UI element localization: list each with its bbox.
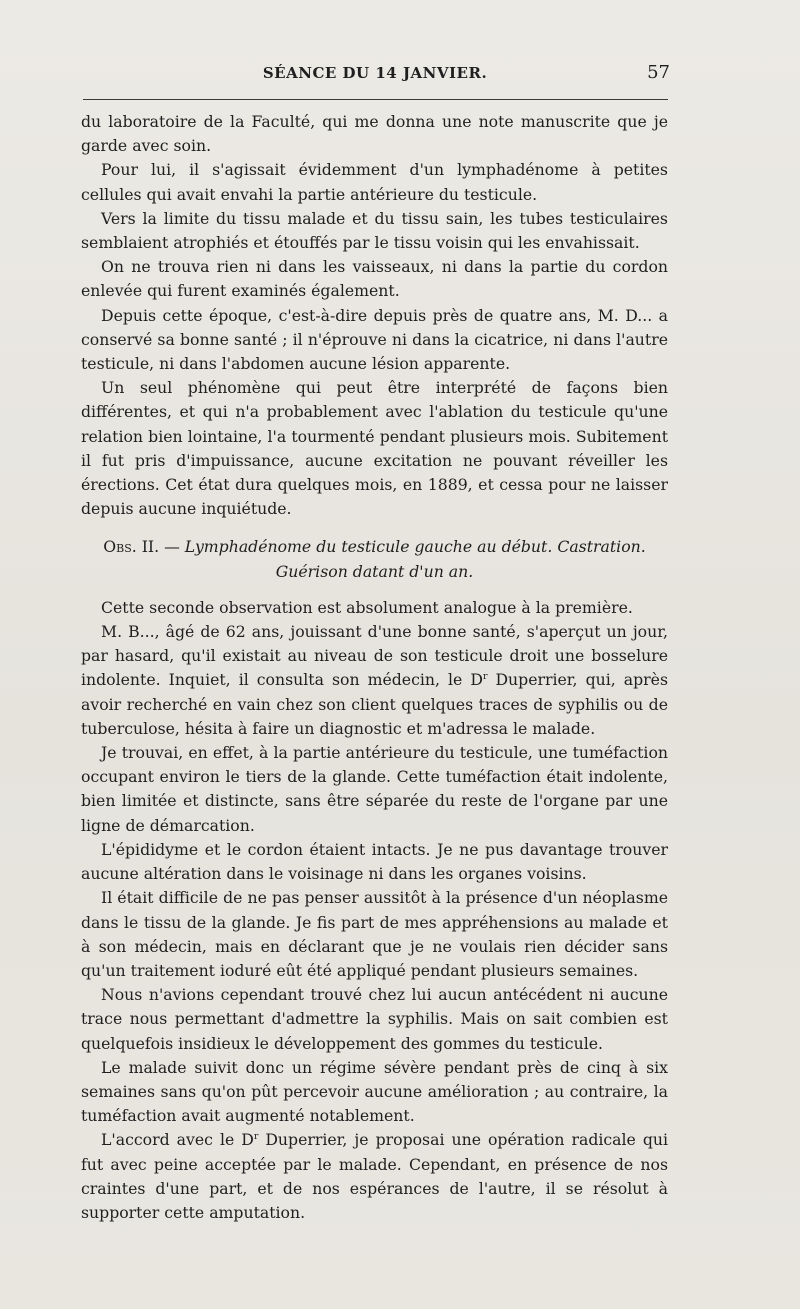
paragraph: Vers la limite du tissu malade et du tissu sain, les tubes testiculaires semblaient atrophiés et étouffés par le tissu voisin qui les envahissait. [81, 208, 668, 253]
paragraph: Il était difficile de ne pas penser aussitôt à la présence d'un néoplasme dans le tissu de la glande. Je fis part de mes appréhensions au malade et à son médecin, mais en déclarant que je ne voulais rien décider sans qu'un traitement ioduré eût été appliqué pendant plusieurs semaines. [81, 888, 668, 980]
paragraph: Je trouvai, en effet, à la partie antérieure du testicule, une tuméfaction occupant environ le tiers de la glande. Cette tuméfaction était indolente, bien limitée et distincte, sans être séparée du reste de l'organe par une ligne de démarcation. [81, 743, 668, 835]
paragraph-part: Duperrier, je proposai une opération radicale qui fut avec peine acceptée par le malade. Cependant, en présence de nos craintes d'une part, et de nos espérances de l'autre, il se résolut à supporter cette amputation. [81, 1130, 669, 1222]
paragraph: Pour lui, il s'agissait évidemment d'un lymphadénome à petites cellules qui avait envahi la partie antérieure du testicule. [81, 160, 668, 204]
superscript: r [482, 671, 488, 683]
paragraph: Nous n'avions cependant trouvé chez lui aucun antécédent ni aucune trace nous permettant d'admettre la syphilis. Mais on sait combien est quelquefois insidieux le développement des gommes du testicule. [81, 985, 668, 1053]
paragraph: Un seul phénomène qui peut être interprété de façons bien différentes, et qui n'a probablement avec l'ablation du testicule qu'une relation bien lointaine, l'a tourmenté pendant plusieurs mois. Subitement il fut pris d'impuissance, aucune excitation ne pouvant réveiller les érections. Cet état dura quelques mois, en 1889, et cessa pour ne laisser depuis aucune inquiétude. [81, 378, 668, 519]
observation-heading [81, 535, 668, 583]
paragraph [81, 620, 668, 741]
paragraph-part: L'accord avec le D [101, 1130, 254, 1150]
paragraph: du laboratoire de la Faculté, qui me donna une note manuscrite que je garde avec soin. [81, 112, 668, 156]
paragraph: Depuis cette époque, c'est-à-dire depuis près de quatre ans, M. D... a conservé sa bonne santé ; il n'éprouve ni dans la cicatrice, ni dans l'autre testicule, ni dans l'abdomen aucune lésion apparente. [81, 305, 668, 374]
paragraph: L'épididyme et le cordon étaient intacts. Je ne pus davantage trouver aucune altération dans le voisinage ni dans les organes voisins. [81, 839, 668, 884]
observation-title-line1: Lymphadénome du testicule gauche au début. Castration. [184, 537, 646, 557]
running-title: SÉANCE DU 14 JANVIER. [262, 64, 488, 82]
observation-label: Obs. II. [103, 537, 160, 557]
paragraph: Cette seconde observation est absolument analogue à la première. [101, 597, 633, 617]
paragraph-part: Duperrier, qui, après avoir recherché en vain chez son client quelques traces de syphilis ou de tuberculose, hésita à faire un diagnostic et m'adressa le malade. [81, 670, 668, 738]
observation-dash: — [164, 537, 180, 557]
superscript: r [253, 1131, 259, 1143]
observation-title-line2: Guérison datant d'un an. [275, 561, 474, 581]
body-text [81, 110, 668, 1225]
page-header [80, 60, 670, 88]
header-rule [83, 99, 668, 100]
page-number: 57 [647, 62, 670, 83]
paragraph [81, 1128, 668, 1225]
paragraph: Le malade suivit donc un régime sévère pendant près de cinq à six semaines sans qu'on pût percevoir aucune amélioration ; au contraire, la tuméfaction avait augmenté notablement. [81, 1057, 668, 1126]
paragraph: On ne trouva rien ni dans les vaisseaux, ni dans la partie du cordon enlevée qui furent examinés également. [81, 257, 668, 301]
paragraph-part: M. B..., âgé de 62 ans, jouissant d'une bonne santé, s'aperçut un jour, par hasard, qu'il existait au niveau de son testicule droit une bosselure indolente. Inquiet, il consulta son médecin, le D [81, 622, 668, 690]
